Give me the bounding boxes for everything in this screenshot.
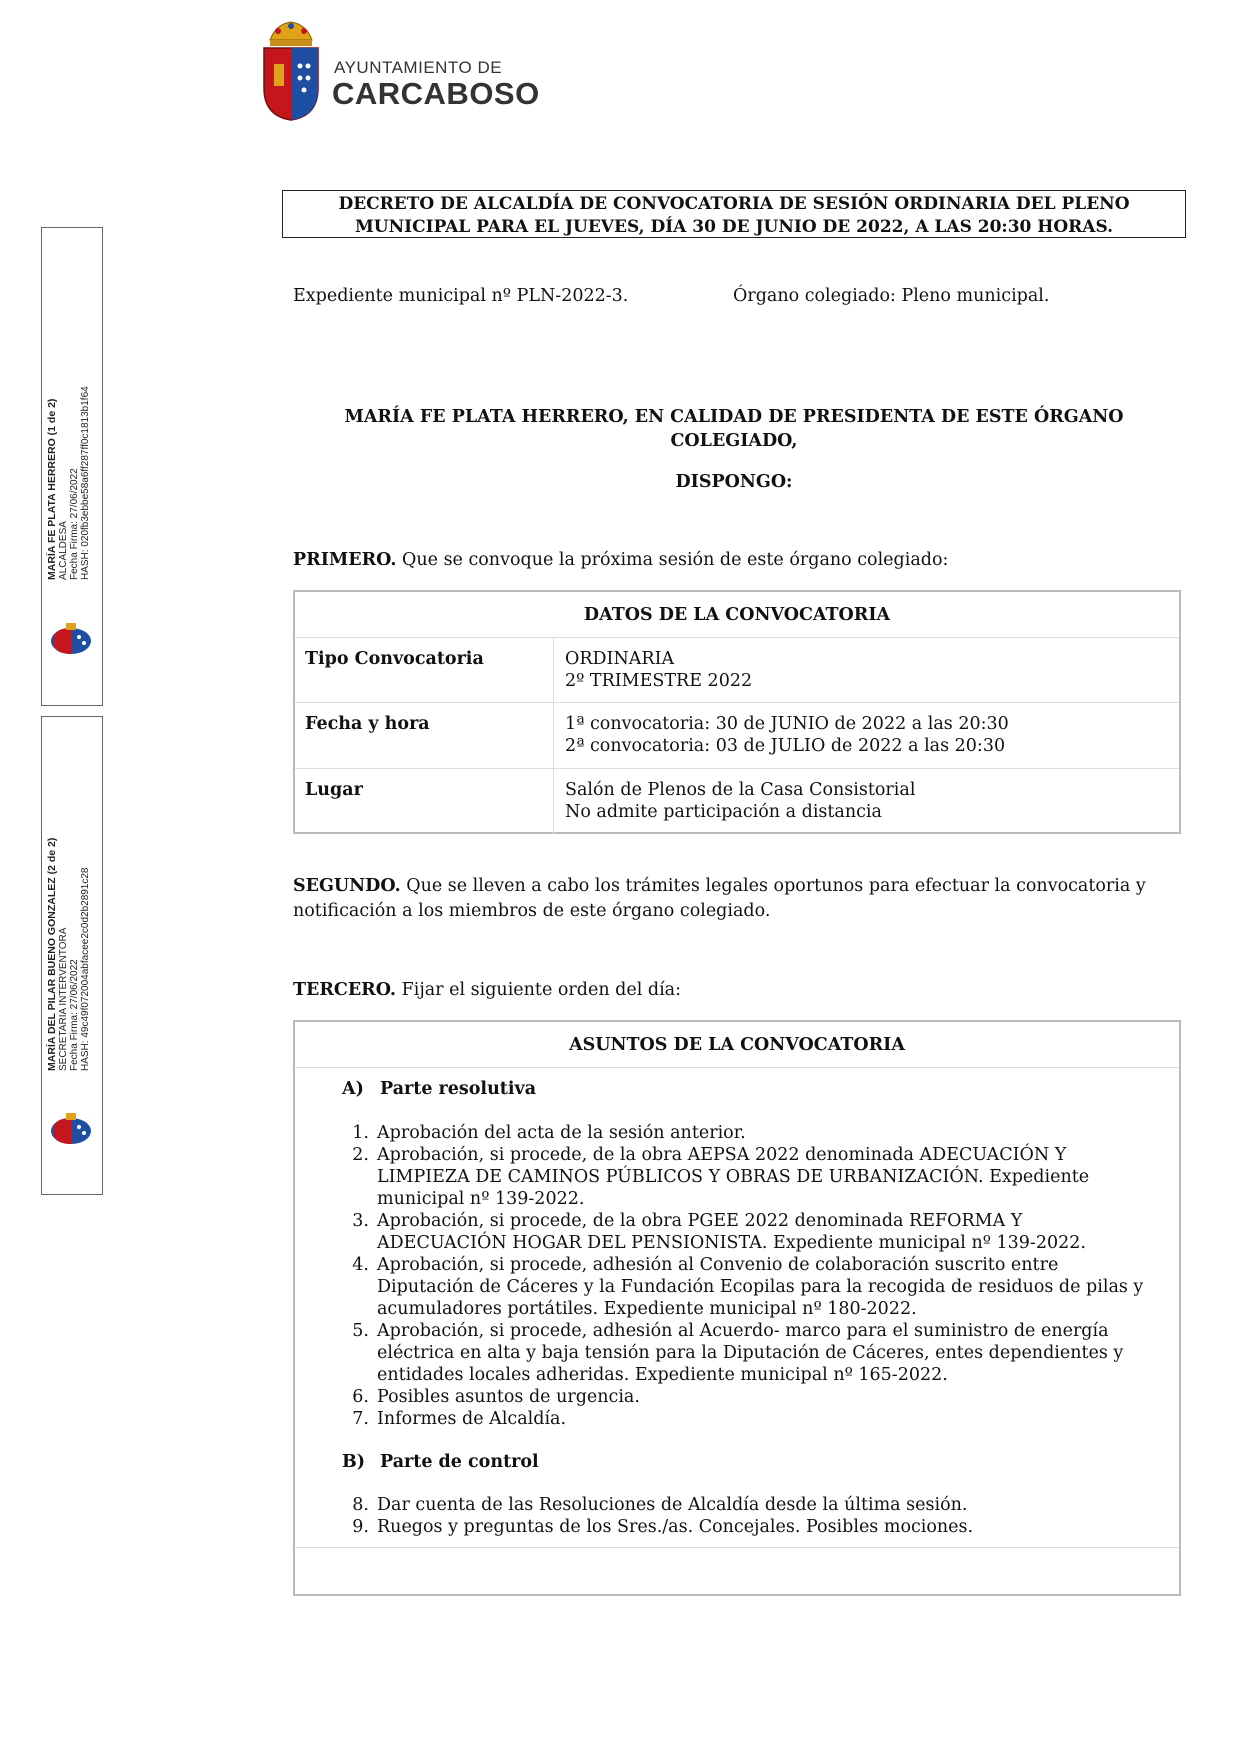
- agenda-item: [337, 1516, 1167, 1538]
- asuntos-header: ASUNTOS DE LA CONVOCATORIA: [569, 1035, 905, 1055]
- row-value-line1: Salón de Plenos de la Casa Consistorial: [565, 780, 916, 800]
- signature-text: [47, 838, 91, 1071]
- agenda-item-text: Ruegos y preguntas de los Sres./as. Concejales. Posibles mociones.: [377, 1517, 974, 1537]
- agenda-item-number: 4.: [352, 1255, 369, 1275]
- section-a-letter: A): [342, 1079, 364, 1099]
- row-value-line1: ORDINARIA: [565, 649, 675, 669]
- signature-box-1: [41, 227, 103, 706]
- datos-convocatoria-table: [293, 590, 1181, 834]
- agenda-list-a: [337, 1122, 1167, 1430]
- agenda-item-number: 5.: [352, 1321, 369, 1341]
- signature-text: [47, 386, 91, 580]
- agenda-item-number: 6.: [352, 1387, 369, 1407]
- expediente: Expediente municipal nº PLN-2022-3.: [293, 286, 629, 306]
- row-label: Tipo Convocatoria: [305, 649, 484, 669]
- primero-paragraph: [293, 548, 948, 572]
- section-b-title: Parte de control: [380, 1452, 539, 1472]
- seal-icon: [49, 1109, 93, 1153]
- agenda-item-text: Aprobación del acta de la sesión anterior.: [377, 1123, 746, 1143]
- signature-date: Fecha Firma: 27/06/2022: [69, 959, 80, 1071]
- tercero-label: TERCERO.: [293, 980, 397, 1000]
- signer-role: SECRETARIA INTERVENTORA: [58, 927, 69, 1071]
- agenda-item-text: ADECUACIÓN HOGAR DEL PENSIONISTA. Expediente municipal nº 139-2022.: [377, 1233, 1086, 1253]
- segundo-text-1: Que se lleven a cabo los trámites legales oportunos para efectuar la convocatoria y: [400, 876, 1146, 896]
- agenda-item-text: Posibles asuntos de urgencia.: [377, 1387, 640, 1407]
- segundo-label: SEGUNDO.: [293, 876, 401, 896]
- coat-of-arms-icon: [256, 18, 326, 122]
- row-value-line2: 2º TRIMESTRE 2022: [565, 671, 753, 691]
- agenda-item-text: Aprobación, si procede, de la obra PGEE 2022 denominada REFORMA Y: [377, 1211, 1023, 1231]
- municipal-logo: [256, 18, 540, 122]
- table-row: [295, 637, 1179, 703]
- title-line1: DECRETO DE ALCALDÍA DE CONVOCATORIA DE SESIÓN ORDINARIA DEL PLENO: [338, 194, 1130, 214]
- agenda-item-text: municipal nº 139-2022.: [377, 1189, 585, 1209]
- agenda-item-number: 1.: [352, 1123, 369, 1143]
- agenda-item-number: 9.: [352, 1517, 369, 1537]
- agenda-item-text: acumuladores portátiles. Expediente municipal nº 180-2022.: [377, 1299, 917, 1319]
- agenda-item: [337, 1254, 1167, 1320]
- organo-colegiado: Órgano colegiado: Pleno municipal.: [733, 286, 1050, 306]
- agenda-item-number: 3.: [352, 1211, 369, 1231]
- segundo-paragraph-line1: [293, 874, 1146, 898]
- agenda-item: [337, 1494, 1167, 1516]
- row-value-line2: 2ª convocatoria: 03 de JULIO de 2022 a las 20:30: [565, 736, 1006, 756]
- agenda-item-text: Aprobación, si procede, adhesión al Convenio de colaboración suscrito entre: [377, 1255, 1059, 1275]
- section-a-title: Parte resolutiva: [380, 1079, 537, 1099]
- agenda-item-text: LIMPIEZA DE CAMINOS PÚBLICOS Y OBRAS DE URBANIZACIÓN. Expediente: [377, 1167, 1090, 1187]
- seal-icon: [49, 619, 93, 663]
- logo-line2: CARCABOSO: [332, 76, 540, 111]
- agenda-item-text: Aprobación, si procede, adhesión al Acuerdo- marco para el suministro de energía: [377, 1321, 1109, 1341]
- agenda-item: [337, 1320, 1167, 1386]
- agenda-item: [337, 1386, 1167, 1408]
- presidenta-line2: COLEGIADO,: [670, 431, 798, 451]
- agenda-item-text: Aprobación, si procede, de la obra AEPSA 2022 denominada ADECUACIÓN Y: [377, 1145, 1067, 1165]
- table-row: [295, 702, 1179, 769]
- section-b-letter: B): [342, 1452, 366, 1472]
- segundo-text-2: notificación a los miembros de este órgano colegiado.: [293, 901, 771, 921]
- signature-hash: HASH: 020fb3ebbe58a6ff287ff0c1813b1f64: [80, 386, 91, 580]
- decree-title: [282, 190, 1186, 238]
- logo-line1: AYUNTAMIENTO DE: [334, 58, 503, 77]
- agenda-item: [337, 1210, 1167, 1254]
- row-value-line1: 1ª convocatoria: 30 de JUNIO de 2022 a las 20:30: [565, 714, 1009, 734]
- agenda-item-number: 8.: [352, 1495, 369, 1515]
- agenda-item-text: Dar cuenta de las Resoluciones de Alcaldía desde la última sesión.: [377, 1495, 968, 1515]
- presidenta-line1: MARÍA FE PLATA HERRERO, EN CALIDAD DE PRESIDENTA DE ESTE ÓRGANO: [344, 407, 1124, 427]
- agenda-item: [337, 1122, 1167, 1144]
- agenda-list-b: [337, 1494, 1167, 1538]
- signature-date: Fecha Firma: 27/06/2022: [69, 468, 80, 580]
- title-line2: MUNICIPAL PARA EL JUEVES, DÍA 30 DE JUNIO DE 2022, A LAS 20:30 HORAS.: [354, 217, 1114, 237]
- agenda-item-text: Diputación de Cáceres y la Fundación Ecopilas para la recogida de residuos de pilas y: [377, 1277, 1144, 1297]
- asuntos-convocatoria-table: [293, 1020, 1181, 1596]
- signer-name: MARÍA DEL PILAR BUENO GONZALEZ (2 de 2): [46, 837, 58, 1071]
- table-row: [295, 768, 1179, 835]
- primero-text: Que se convoque la próxima sesión de este órgano colegiado:: [396, 550, 949, 570]
- signature-box-2: [41, 716, 103, 1195]
- agenda-item-text: eléctrica en alta y baja tensión para la Diputación de Cáceres, entes dependientes y: [377, 1343, 1124, 1363]
- row-label: Fecha y hora: [305, 714, 430, 734]
- signer-role: ALCALDESA: [58, 521, 69, 580]
- agenda-item-number: 2.: [352, 1145, 369, 1165]
- row-label: Lugar: [305, 780, 363, 800]
- agenda-item-text: Informes de Alcaldía.: [377, 1409, 567, 1429]
- agenda-item: [337, 1144, 1167, 1210]
- primero-label: PRIMERO.: [293, 550, 397, 570]
- agenda-item: [337, 1408, 1167, 1430]
- datos-header: DATOS DE LA CONVOCATORIA: [583, 605, 891, 625]
- tercero-text: Fijar el siguiente orden del día:: [396, 980, 682, 1000]
- tercero-paragraph: [293, 978, 681, 1002]
- agenda-item-text: entidades locales adheridas. Expediente municipal nº 165-2022.: [377, 1365, 948, 1385]
- agenda-item-number: 7.: [352, 1409, 369, 1429]
- dispongo: DISPONGO:: [675, 472, 793, 492]
- signature-hash: HASH: 49c49f072004abfacee2c0d2b2891c28: [80, 867, 91, 1071]
- signer-name: MARÍA FE PLATA HERRERO (1 de 2): [46, 398, 58, 580]
- row-value-line2: No admite participación a distancia: [565, 802, 882, 822]
